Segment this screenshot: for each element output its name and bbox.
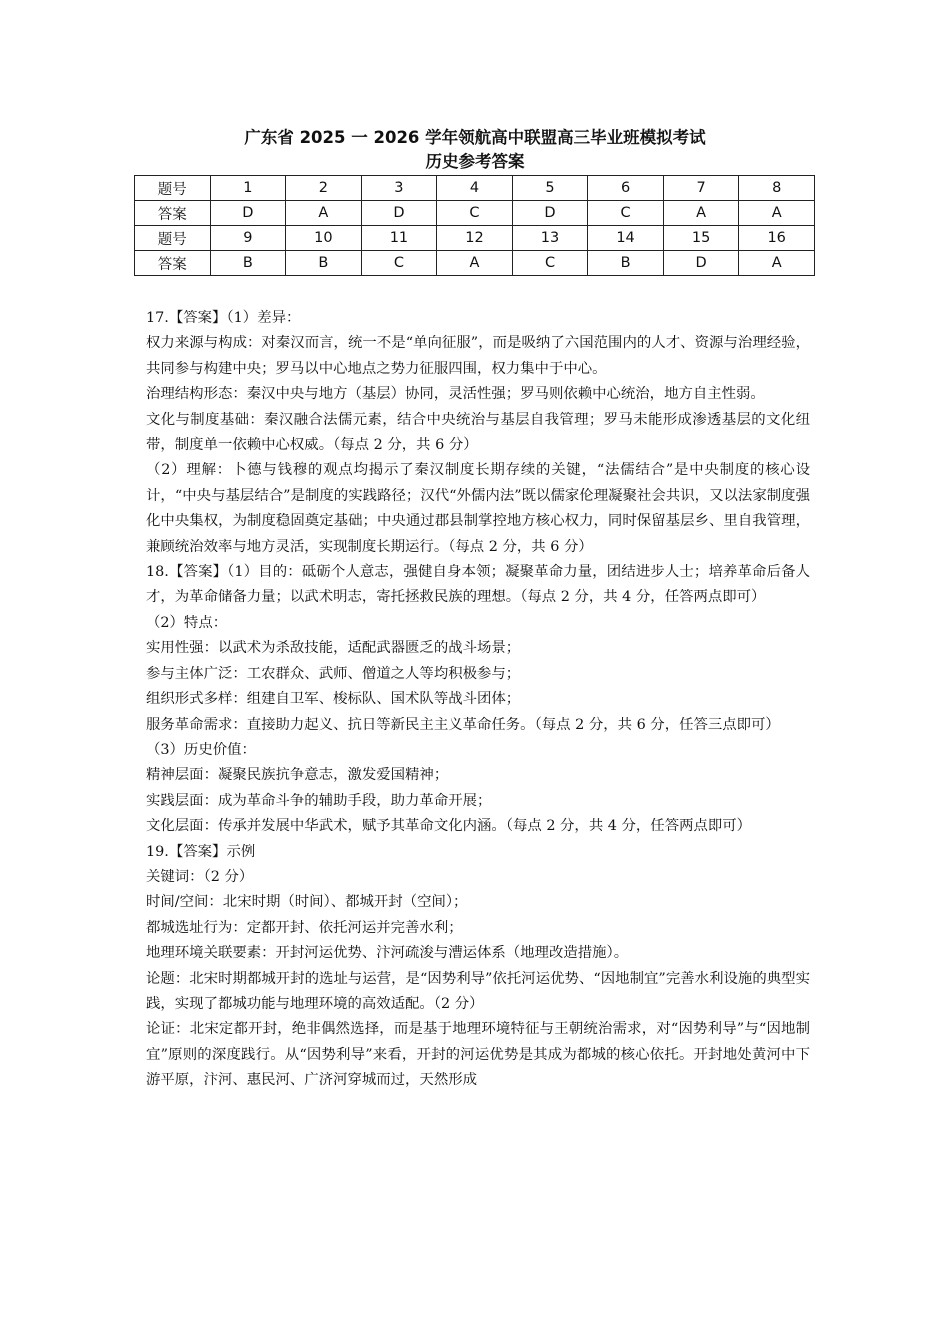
answer-paragraph: 治理结构形态：秦汉中央与地方（基层）协同，灵活性强；罗马则依赖中心统治，地方自主性弱。 [146, 386, 765, 403]
table-cell: C [361, 251, 437, 276]
answer-paragraph: 关键词：（2 分） [146, 868, 254, 885]
table-cell: 10 [286, 226, 362, 251]
answer-paragraph: 论证：北宋定都开封，绝非偶然选择，而是基于地理环境特征与王朝统治需求，对“因势利导”与“因地制宜”原则的深度践行。从“因势利导”来看，开封的河运优势是其成为都城的核心依托。开封地处黄河中下游平原，汴河、惠民河、广济河穿城而过，天然形成 [146, 1021, 810, 1089]
table-row [135, 251, 815, 276]
answer-paragraph: 时间/空间：北宋时期（时间）、都城开封（空间）； [146, 894, 468, 911]
table-cell: 16 [739, 226, 815, 251]
answer-paragraph: 19.【答案】示例 [146, 843, 256, 860]
answer-paragraph: 地理环境关联要素：开封河运优势、汴河疏浚与漕运体系（地理改造措施）。 [146, 945, 629, 962]
row-label: 答案 [135, 201, 211, 226]
table-cell: 14 [588, 226, 664, 251]
table-cell: 15 [663, 226, 739, 251]
answer-paragraph: 文化层面：传承并发展中华武术，赋予其革命文化内涵。（每点 2 分，共 4 分，任答两点即可） [146, 818, 752, 835]
table-cell: B [210, 251, 286, 276]
table-cell: 4 [437, 176, 513, 201]
table-cell: 6 [588, 176, 664, 201]
table-cell: 1 [210, 176, 286, 201]
table-row [135, 201, 815, 226]
table-cell: 5 [512, 176, 588, 201]
answer-paragraph: 服务革命需求：直接助力起义、抗日等新民主主义革命任务。（每点 2 分，共 6 分，任答三点即可） [146, 716, 780, 733]
table-cell: C [512, 251, 588, 276]
answer-paragraph: 18.【答案】（1）目的：砥砺个人意志，强健自身本领；凝聚革命力量，团结进步人士；培养革命后备人才，为革命储备力量；以武术明志，寄托拯救民族的理想。（每点 2 分，共 4 分，任答两点即可） [146, 564, 810, 606]
table-cell: A [739, 201, 815, 226]
table-cell: 13 [512, 226, 588, 251]
answer-paragraph: （3）历史价值： [146, 741, 256, 758]
table-row [135, 226, 815, 251]
row-label: 答案 [135, 251, 211, 276]
answer-paragraph: 文化与制度基础：秦汉融合法儒元素，结合中央统治与基层自我管理；罗马未能形成渗透基层的文化纽带，制度单一依赖中心权威。（每点 2 分，共 6 分） [146, 411, 810, 454]
answer-paragraph: 17.【答案】（1）差异： [146, 310, 301, 326]
answer-paragraph: 参与主体广泛：工农群众、武师、僧道之人等均积极参与； [146, 665, 521, 682]
answer-paragraph: 精神层面：凝聚民族抗争意志，激发爱国精神； [146, 767, 449, 784]
answer-table [134, 175, 815, 276]
table-cell: A [739, 251, 815, 276]
table-cell: 3 [361, 176, 437, 201]
table-cell: C [588, 201, 664, 226]
table-cell: 7 [663, 176, 739, 201]
table-cell: C [437, 201, 513, 226]
answer-paragraph: 论题：北宋时期都城开封的选址与运营，是“因势利导”依托河运优势、“因地制宜”完善水利设施的典型实践，实现了都城功能与地理环境的高效适配。（2 分） [146, 970, 810, 1012]
table-cell: 2 [286, 176, 362, 201]
answer-paragraph: 实用性强：以武术为杀敌技能，适配武器匮乏的战斗场景； [146, 640, 521, 657]
table-cell: B [588, 251, 664, 276]
row-label: 题号 [135, 176, 211, 201]
table-cell: 12 [437, 226, 513, 251]
table-cell: B [286, 251, 362, 276]
answer-paragraph: 组织形式多样：组建自卫军、梭标队、国术队等战斗团体； [146, 691, 521, 708]
answer-body [146, 306, 810, 1094]
table-cell: 9 [210, 226, 286, 251]
table-row [135, 176, 815, 201]
answer-paragraph: 权力来源与构成：对秦汉而言，统一不是“单向征服”，而是吸纳了六国范围内的人才、资源与治理经验，共同参与构建中央；罗马以中心地点之势力征服四围，权力集中于中心。 [146, 335, 810, 377]
answer-paragraph: 实践层面：成为革命斗争的辅助手段，助力革命开展； [146, 792, 492, 809]
answer-paragraph: 都城选址行为：定都开封、依托河运并完善水利； [146, 919, 463, 936]
table-cell: 8 [739, 176, 815, 201]
table-cell: D [361, 201, 437, 226]
row-label: 题号 [135, 226, 211, 251]
answer-paragraph: （2）特点： [146, 614, 228, 631]
table-cell: D [210, 201, 286, 226]
table-cell: D [512, 201, 588, 226]
table-cell: A [437, 251, 513, 276]
table-cell: A [663, 201, 739, 226]
table-cell: 11 [361, 226, 437, 251]
document-title: 广东省 2025 一 2026 学年领航高中联盟高三毕业班模拟考试 [244, 128, 706, 147]
answer-paragraph: （2）理解：卜德与钱穆的观点均揭示了秦汉制度长期存续的关键，“法儒结合”是中央制度的核心设计，“中央与基层结合”是制度的实践路径；汉代“外儒内法”既以儒家伦理凝聚社会共识，又以法家制度强化中央集权，为制度稳固奠定基础；中央通过郡县制掌控地方核心权力，同时保留基层乡、里自我管理，兼顾统治效率与地方灵活，实现制度长期运行。（每点 2 分，共 6 分） [146, 462, 810, 555]
table-cell: D [663, 251, 739, 276]
document-subtitle: 历史参考答案 [425, 152, 525, 171]
table-cell: A [286, 201, 362, 226]
